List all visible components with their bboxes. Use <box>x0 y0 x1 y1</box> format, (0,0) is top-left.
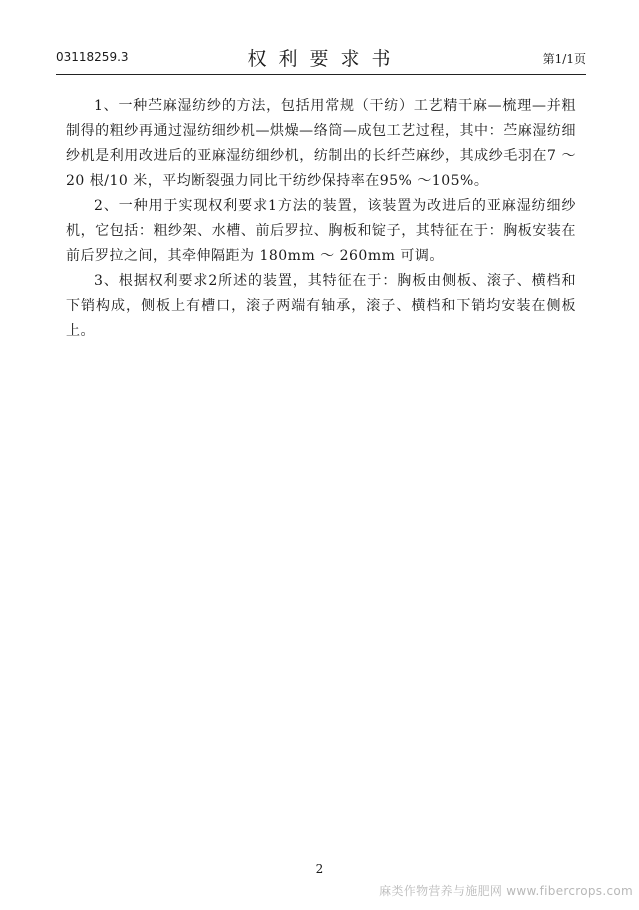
claim-2: 2、一种用于实现权利要求1方法的装置，该装置为改进后的亚麻湿纺细纱机，它包括：粗纱架、水槽、前后罗拉、胸板和锭子，其特征在于：胸板安装在前后罗拉之间，其牵伸隔距为 180mm ～ 260mm 可调。 <box>66 198 576 264</box>
claim-1: 1、一种苎麻湿纺纱的方法，包括用常规（干纺）工艺精干麻—梳理—并粗制得的粗纱再通过湿纺细纱机—烘燥—络筒—成包工艺过程，其中：苎麻湿纺细纱机是利用改进后的亚麻湿纺细纱机，纺制出的长纤苎麻纱，其成纱毛羽在7 ～20 根/10 米，平均断裂强力同比干纺纱保持率在95% ～105%。 <box>66 98 576 189</box>
application-number: 03118259.3 <box>56 50 129 64</box>
document-title: 权利要求书 <box>247 48 403 70</box>
page-header <box>56 44 586 72</box>
header-divider <box>56 74 586 75</box>
site-watermark: 麻类作物营养与施肥网 www.fibercrops.com <box>379 884 633 898</box>
claims-section <box>66 94 576 344</box>
page-indicator: 第1/1页 <box>542 52 586 66</box>
page-number: 2 <box>315 862 324 876</box>
claim-3: 3、根据权利要求2所述的装置，其特征在于：胸板由侧板、滚子、横档和下销构成，侧板上有槽口，滚子两端有轴承，滚子、横档和下销均安装在侧板上。 <box>66 273 576 339</box>
